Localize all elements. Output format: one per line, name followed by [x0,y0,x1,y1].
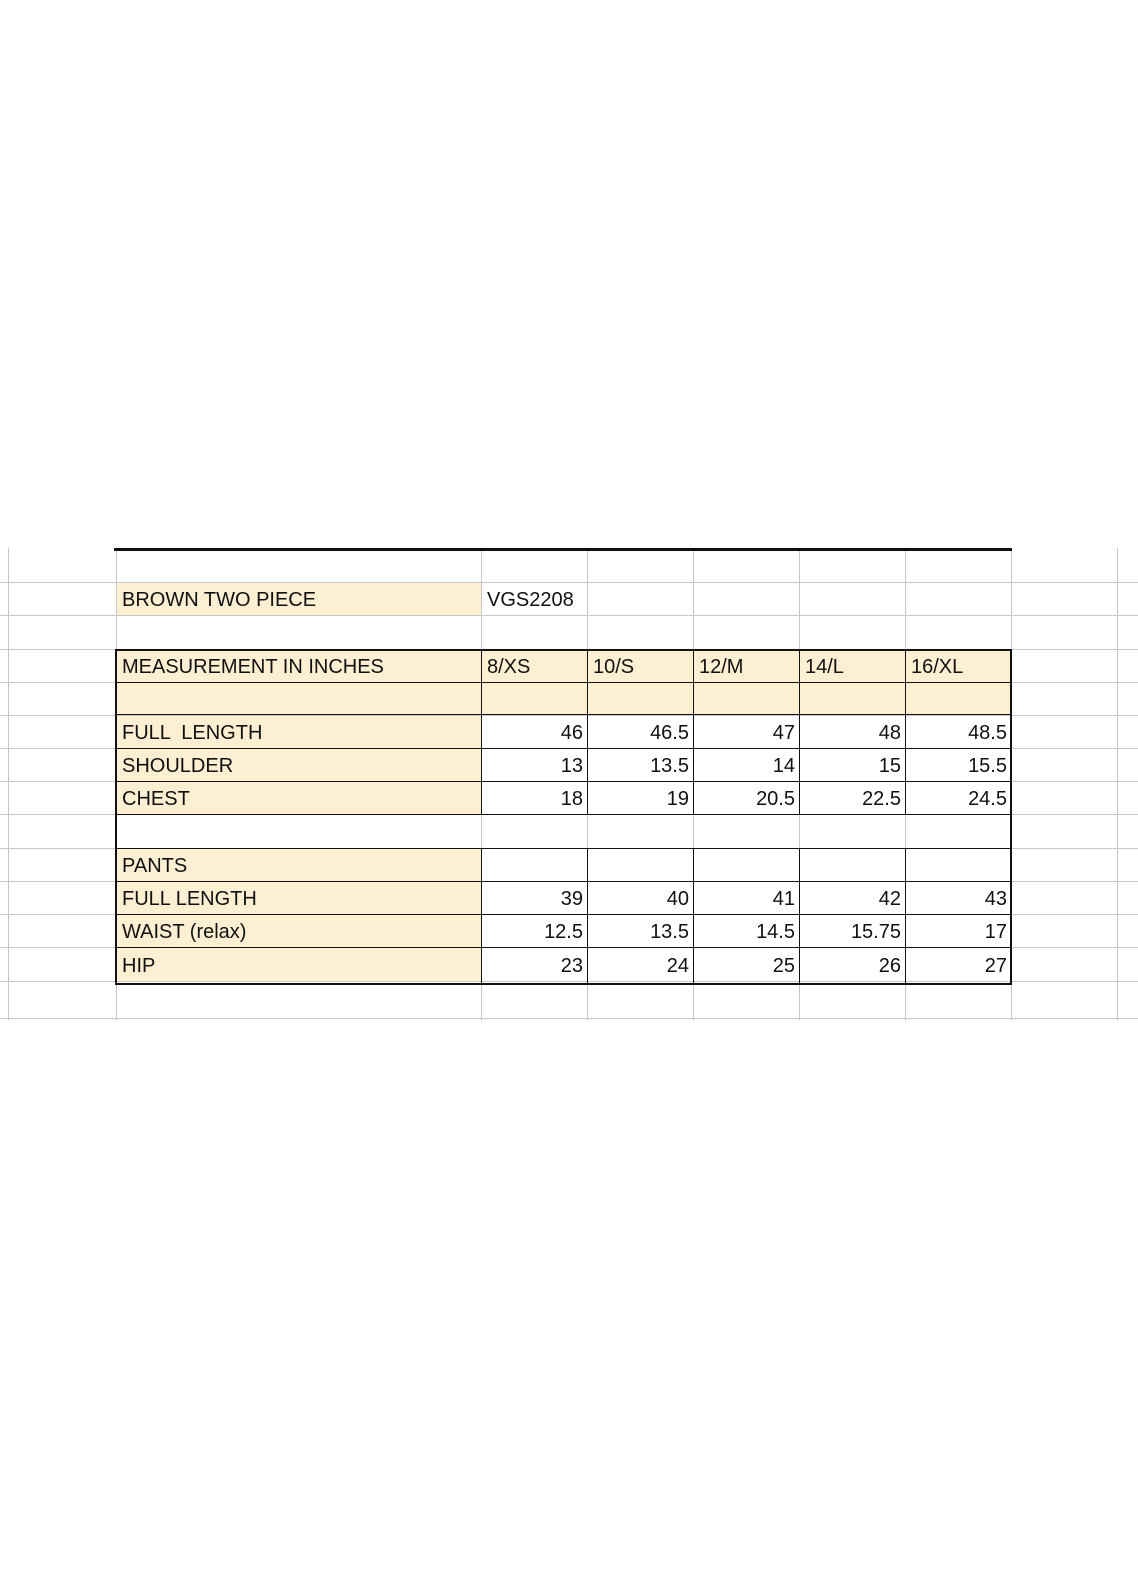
row-label-full-length[interactable]: FULL LENGTH [122,722,263,744]
header-label[interactable]: MEASUREMENT IN INCHES [122,656,384,678]
table-cell[interactable]: 24 [666,955,689,977]
table-cell[interactable]: 15.75 [850,921,901,943]
table-cell[interactable]: 24.5 [968,788,1007,810]
table-cell[interactable]: 22.5 [862,788,901,810]
table-cell[interactable]: 48.5 [968,722,1007,744]
table-cell[interactable]: 27 [984,955,1007,977]
table-cell[interactable]: 12.5 [544,921,583,943]
table-cell[interactable]: 48 [878,722,901,744]
table-cell[interactable]: 42 [878,888,901,910]
size-header-m[interactable]: 12/M [699,656,744,678]
table-cell[interactable]: 20.5 [756,788,795,810]
table-cell[interactable]: 13 [560,755,583,777]
row-label-hip[interactable]: HIP [122,955,156,977]
row-label-pants-full-length[interactable]: FULL LENGTH [122,888,257,910]
table-cell[interactable]: 13.5 [650,755,689,777]
table-cell[interactable]: 39 [560,888,583,910]
table-cell[interactable]: 46 [560,722,583,744]
size-header-xs[interactable]: 8/XS [487,656,531,678]
size-header-l[interactable]: 14/L [805,656,844,678]
table-cell[interactable]: 41 [772,888,795,910]
table-cell[interactable]: 47 [772,722,795,744]
table-cell[interactable]: 46.5 [650,722,689,744]
table-cell[interactable]: 23 [560,955,583,977]
row-label-chest[interactable]: CHEST [122,788,190,810]
table-cell[interactable]: 25 [772,955,795,977]
product-title[interactable]: BROWN TWO PIECE [122,589,317,611]
row-label-waist[interactable]: WAIST (relax) [122,921,247,943]
section-label-pants[interactable]: PANTS [122,855,188,877]
table-cell[interactable]: 19 [666,788,689,810]
table-cell[interactable]: 14.5 [756,921,795,943]
product-code[interactable]: VGS2208 [487,589,574,611]
spreadsheet-grid [0,548,1138,1020]
table-cell[interactable]: 40 [666,888,689,910]
size-header-s[interactable]: 10/S [593,656,635,678]
table-cell[interactable]: 15.5 [968,755,1007,777]
table-cell[interactable]: 14 [772,755,795,777]
top-rule [114,548,1012,551]
row-label-shoulder[interactable]: SHOULDER [122,755,234,777]
table-cell[interactable]: 43 [984,888,1007,910]
size-header-xl[interactable]: 16/XL [911,656,964,678]
table-cell[interactable]: 15 [878,755,901,777]
table-cell[interactable]: 26 [878,955,901,977]
table-cell[interactable]: 13.5 [650,921,689,943]
table-cell[interactable]: 18 [560,788,583,810]
table-cell[interactable]: 17 [984,921,1007,943]
